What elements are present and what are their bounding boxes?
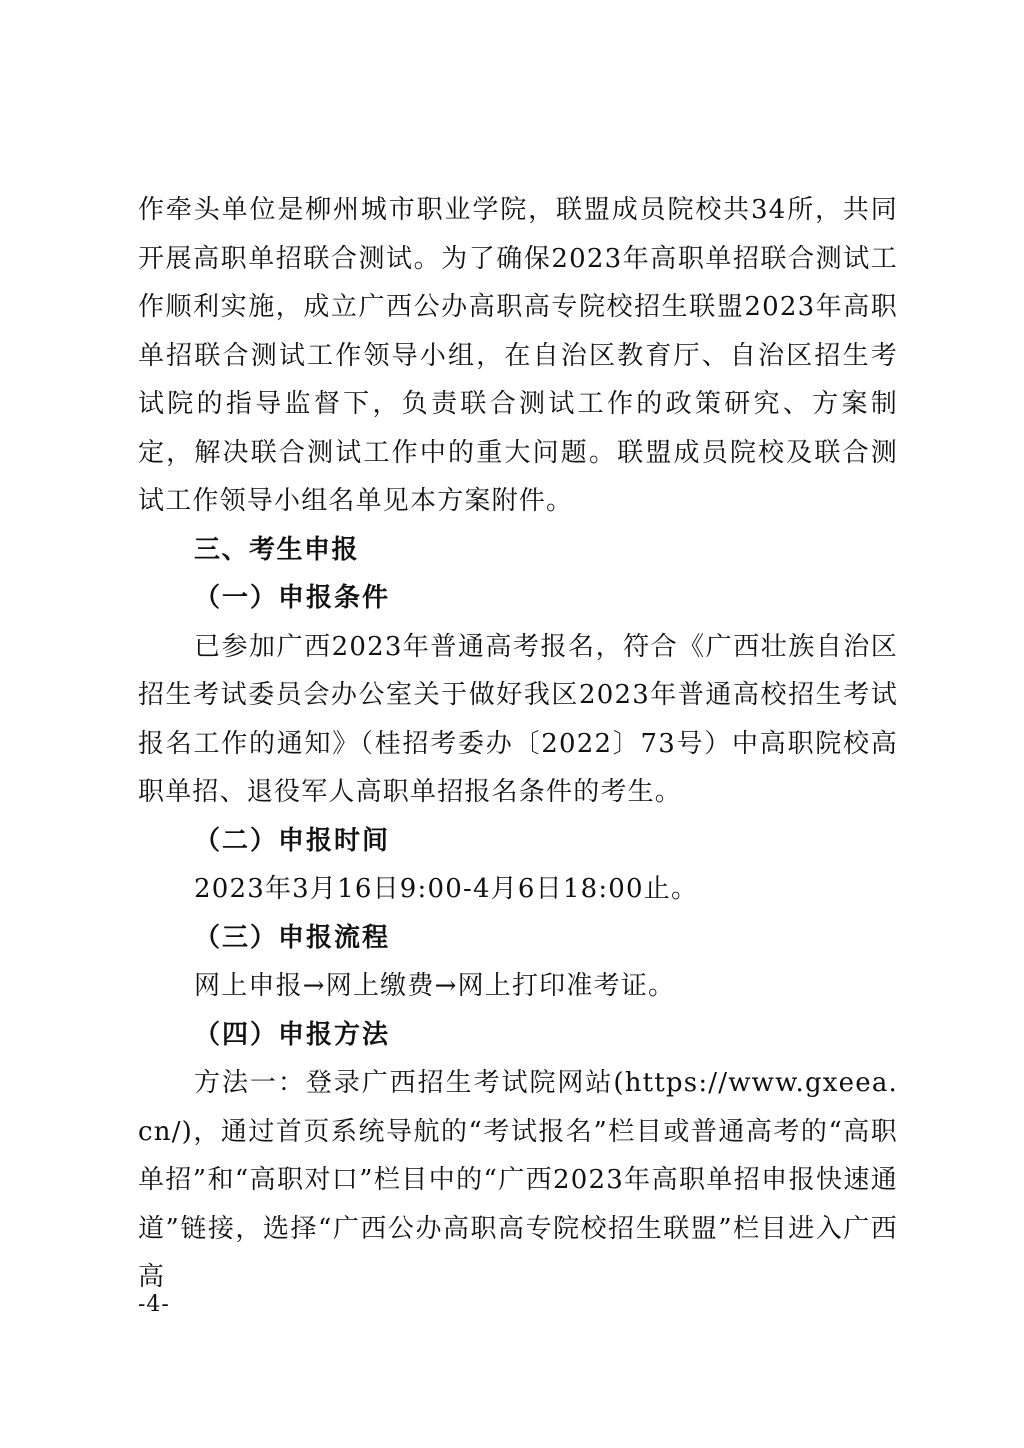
paragraph-process: 网上申报→网上缴费→网上打印准考证。 (194, 971, 676, 1001)
section-heading-applicant-registration: 三、考生申报 (194, 534, 360, 565)
subsection-heading-time: （二）申报时间 (194, 825, 391, 856)
paragraph-leadership-group: 作牵头单位是柳州城市职业学院，联盟成员院校共34所，共同开展高职单招联合测试。为了确保2023年高职单招联合测试工作顺利实施，成立广西公办高职高专院校招生联盟2023年高职单招联合测试工作领导小组，在自治区教育厅、自治区招生考试院的指导监督下，负责联合测试工作的政策研究、方案制定，解决联合测试工作中的重大问题。联盟成员院校及联合测试工作领导小组名单见本方案附件。 (138, 195, 898, 516)
subsection-heading-conditions: （一）申报条件 (194, 583, 391, 613)
paragraph-method: 方法一：登录广西招生考试院网站(https://www.gxeea.cn/)，通过首页系统导航的“考试报名”栏目或普通高考的“高职单招”和“高职对口”栏目中的“广西2023年高职单招申报快速通道”链接，选择“广西公办高职高专院校招生联盟”栏目进入广西高 (138, 1068, 898, 1292)
subsection-heading-method: （四）申报方法 (194, 1019, 391, 1050)
paragraph-time: 2023年3月16日9:00-4月6日18:00止。 (194, 874, 699, 904)
paragraph-conditions: 已参加广西2023年普通高考报名，符合《广西壮族自治区招生考试委员会办公室关于做好我区2023年普通高校招生考试报名工作的通知》（桂招考委办〔2022〕73号）中高职院校高职单招、退役军人高职单招报名条件的考生。 (138, 631, 898, 807)
page-number: -4- (138, 1292, 170, 1317)
subsection-heading-process: （三）申报流程 (194, 922, 391, 953)
document-body (138, 186, 898, 1302)
